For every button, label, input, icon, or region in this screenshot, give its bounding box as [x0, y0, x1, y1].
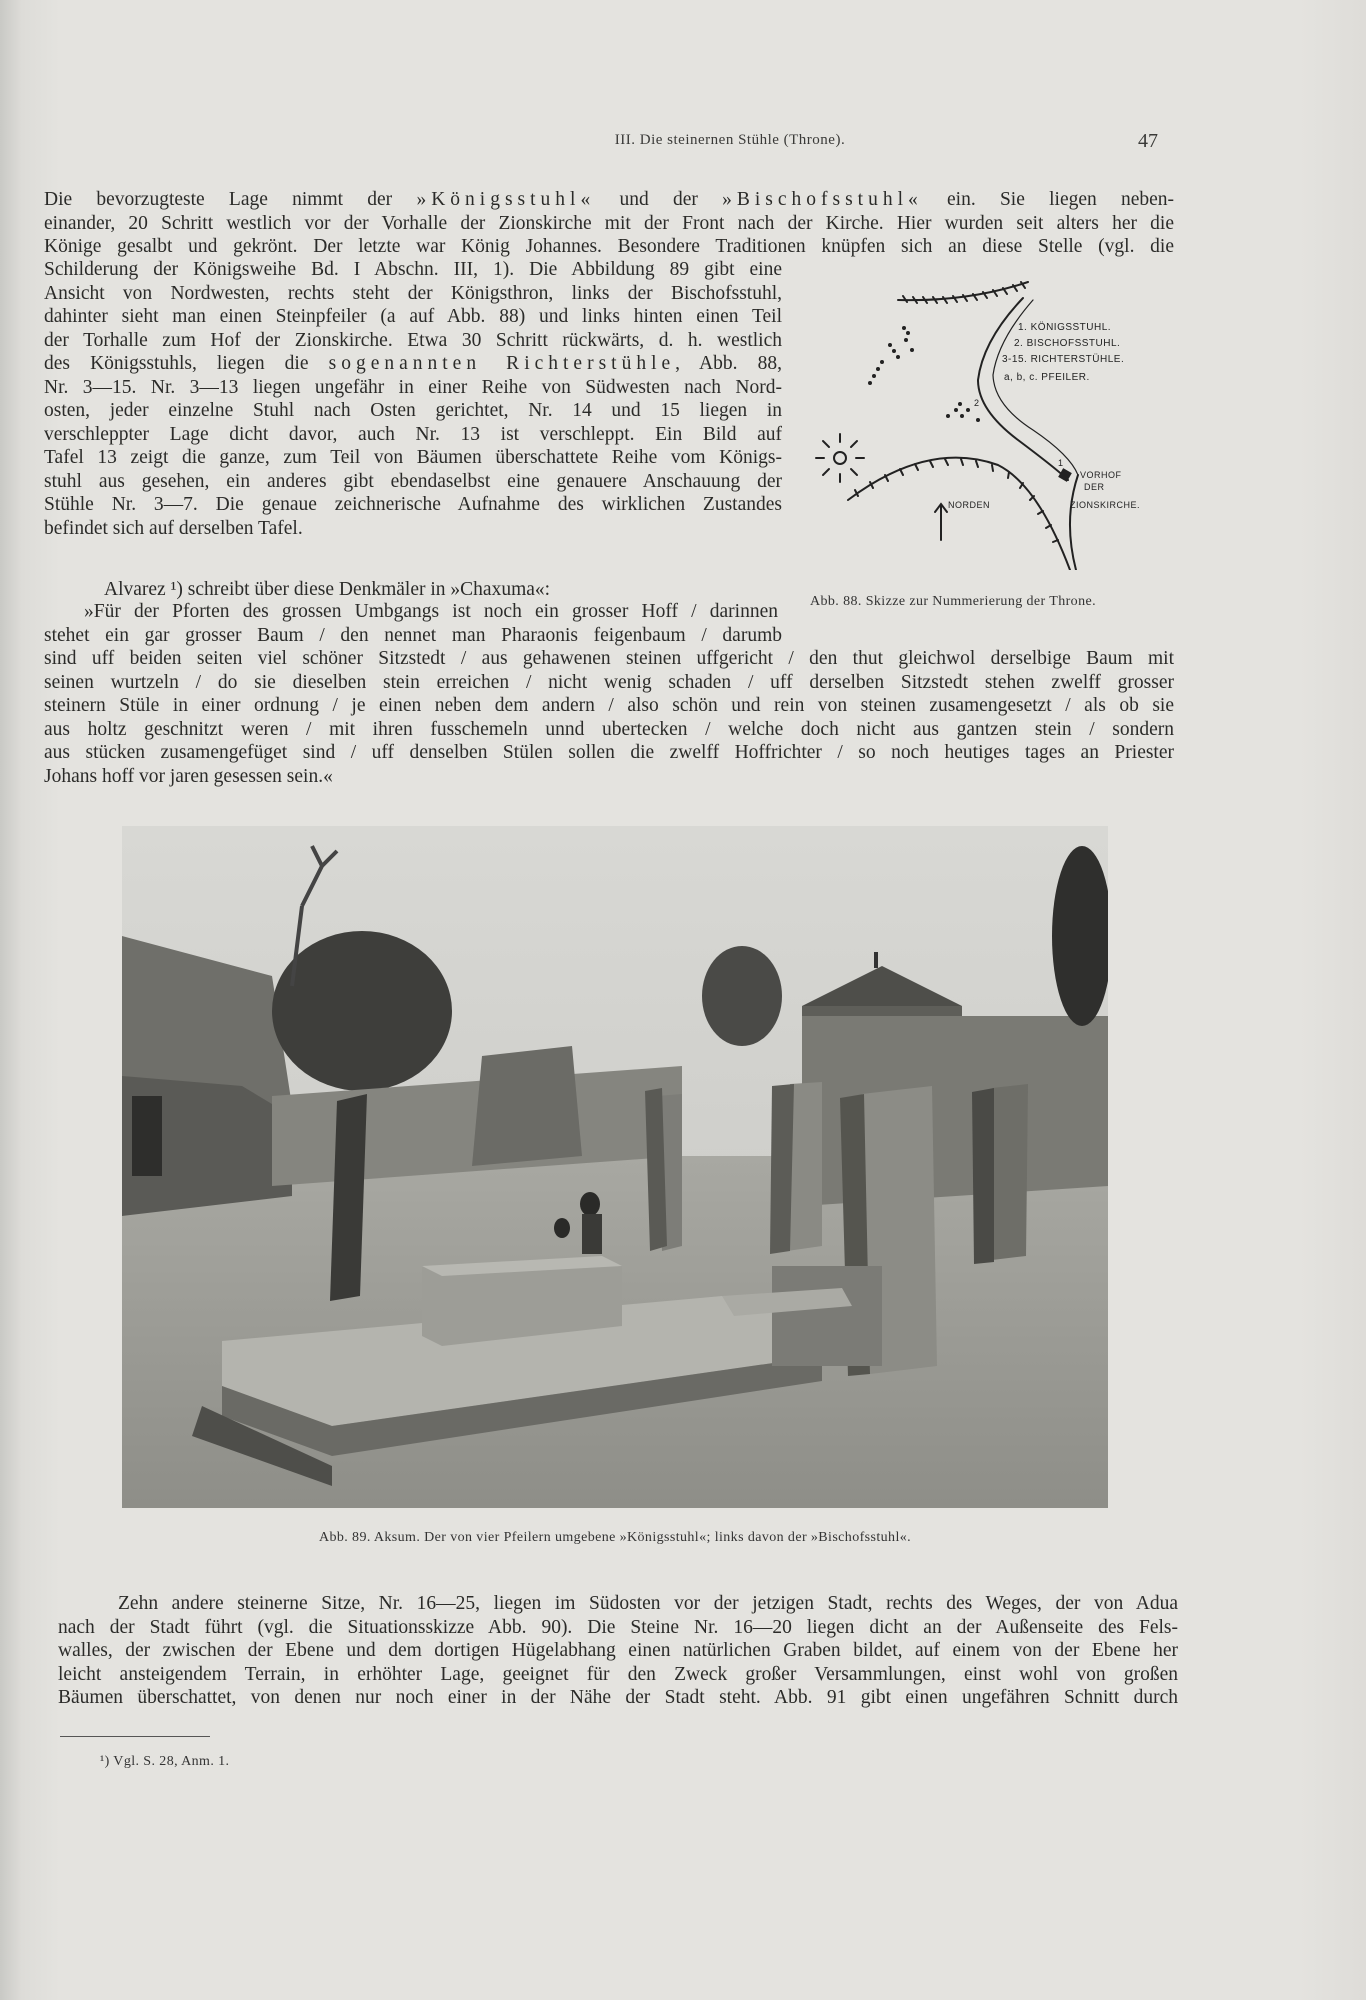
footnote-rule	[60, 1736, 210, 1737]
wrap-line: Tafel 13 zeigt die ganze, zum Teil von Bäumen überschattete Reihe vom Königs-	[44, 447, 782, 468]
sketch-drawing	[808, 270, 1178, 570]
intro-paragraph	[44, 188, 1174, 259]
norden-label: NORDEN	[948, 500, 991, 510]
sketch-number-2: 2	[974, 398, 980, 408]
running-head: III. Die steinernen Stühle (Throne).	[614, 132, 846, 148]
wrap-line: Nr. 3—15. Nr. 3—13 liegen ungefähr in einer Reihe von Südwesten nach Nord-	[44, 376, 782, 398]
quote-line: Johans hoff vor jaren gesessen sein.«	[44, 765, 333, 787]
vorhof-label: ZIONSKIRCHE.	[1070, 500, 1141, 510]
wrapped-paragraph	[44, 258, 782, 540]
legend-line: a, b, c. PFEILER.	[1004, 372, 1090, 383]
quote-line: aus holtz geschnitzt weren / mit ihren fusschemeln unnd ubertecken / welche doch nicht aus gantzen stein / sondern	[44, 718, 1174, 740]
wrap-line: stuhl aus gesehen, ein anderes gibt ebendaselbst eine genauere Anschauung der	[44, 470, 782, 492]
wrap-line: osten, jeder einzelne Stuhl nach Osten gerichtet, Nr. 14 und 15 liegen in	[44, 400, 782, 421]
body-line: nach der Stadt führt (vgl. die Situationsskizze Abb. 90). Die Steine Nr. 16—20 liegen dicht an der Außenseite des Fels-	[58, 1616, 1178, 1638]
quote-line: »Für der Pforten des grossen Umbgangs ist noch ein grosser Hoff / darinnen	[84, 601, 778, 622]
body-paragraph	[58, 1592, 1178, 1710]
body-line: Zehn andere steinerne Sitze, Nr. 16—25, liegen im Südosten vor der jetzigen Stadt, rechts des Weges, der von Adua	[118, 1593, 1178, 1614]
quote-line: seinen wurtzeln / do sie dieselben stein erreichen / nicht wenig schaden / uff derselben Sitzstedt stehen zwelff grosser	[44, 671, 1174, 693]
wrap-line: Stühle Nr. 3—7. Die genaue zeichnerische Aufnahme des wirklichen Zustandes	[44, 494, 782, 515]
photo-figure	[122, 826, 1108, 1508]
page-number: 47	[1138, 130, 1158, 152]
intro-line-3: Könige gesalbt und gekrönt. Der letzte war König Johannes. Besondere Traditionen knüpfen sich an diese Stelle (vgl. die	[44, 236, 1174, 257]
quote-line: stehet ein gar grosser Baum / den nennet man Pharaonis feigenbaum / darumb	[44, 624, 782, 646]
quote-paragraph	[44, 600, 1174, 788]
sketch-figure	[808, 270, 1178, 570]
wrap-line: dahinter sieht man einen Steinpfeiler (a auf Abb. 88) und links hinten einen Teil	[44, 306, 782, 327]
footnote: ¹) Vgl. S. 28, Anm. 1.	[100, 1754, 230, 1769]
photo-caption: Abb. 89. Aksum. Der von vier Pfeilern umgebene »Königsstuhl«; links davon der »Bischofsstuhl«.	[318, 1530, 912, 1545]
wrap-line: befindet sich auf derselben Tafel.	[44, 517, 303, 539]
intro-line-1: Die bevorzugteste Lage nimmt der »Königsstuhl« und der »Bischofsstuhl« ein. Sie liegen neben-	[44, 189, 1175, 210]
body-line: Bäumen überschattet, von denen nur noch einer in der Nähe der Stadt steht. Abb. 91 gibt einen ungefähren Schnitt durch	[58, 1687, 1178, 1708]
wrap-line: Ansicht von Nordwesten, rechts steht der Königsthron, links der Bischofsstuhl,	[44, 282, 782, 304]
wrap-line: Schilderung der Königsweihe Bd. I Abschn. III, 1). Die Abbildung 89 gibt eine	[44, 259, 782, 280]
wrap-line: verschleppter Lage dicht davor, auch Nr. 13 ist verschleppt. Ein Bild auf	[44, 423, 782, 445]
wrap-line: des Königsstuhls, liegen die sogenannten Richterstühle, Abb. 88,	[44, 353, 782, 374]
vorhof-label: DER	[1084, 482, 1105, 492]
legend-line: 2. BISCHOFSSTUHL.	[1014, 338, 1121, 349]
wrap-line: der Torhalle zum Hof der Zionskirche. Etwa 30 Schritt rückwärts, d. h. westlich	[44, 329, 782, 351]
legend-line: 1. KÖNIGSSTUHL.	[1018, 322, 1112, 333]
intro-line-2: einander, 20 Schritt westlich vor der Vorhalle der Zionskirche mit der Front nach der Kirche. Hier wurden seit alters her die	[44, 212, 1174, 234]
sketch-caption: Abb. 88. Skizze zur Nummerierung der Throne.	[810, 594, 1096, 609]
alvarez-line: Alvarez ¹) schreibt über diese Denkmäler in »Chaxuma«:	[104, 579, 551, 600]
legend-line: 3-15. RICHTERSTÜHLE.	[1002, 354, 1125, 365]
photo-image	[122, 826, 1108, 1508]
quote-line: aus stücken zusamengefüget sind / uff denselben Stülen sollen die zwelff Hoffrichter / so noch heutiges tages an Priester	[44, 742, 1174, 763]
sketch-number-1: 1	[1058, 458, 1064, 468]
body-line: walles, der zwischen der Ebene und dem dortigen Hügelabhang einen natürlichen Graben bildet, auf einem von der Ebene her	[58, 1640, 1178, 1661]
quote-line: steinern Stüle in einer ordnung / je einen neben dem andern / also schön und rein von steinen zusamengesetzt / als ob sie	[44, 695, 1174, 716]
vorhof-label: VORHOF	[1080, 470, 1122, 480]
quote-line: sind uff beiden seiten viel schöner Sitzstedt / aus gehawenen steinen uffgericht / den thut gleichwol derselbige Baum mit	[44, 648, 1174, 669]
body-line: leicht ansteigendem Terrain, in erhöhter Lage, geeignet für den Zweck großer Versammlungen, einst wohl von großen	[58, 1663, 1178, 1685]
